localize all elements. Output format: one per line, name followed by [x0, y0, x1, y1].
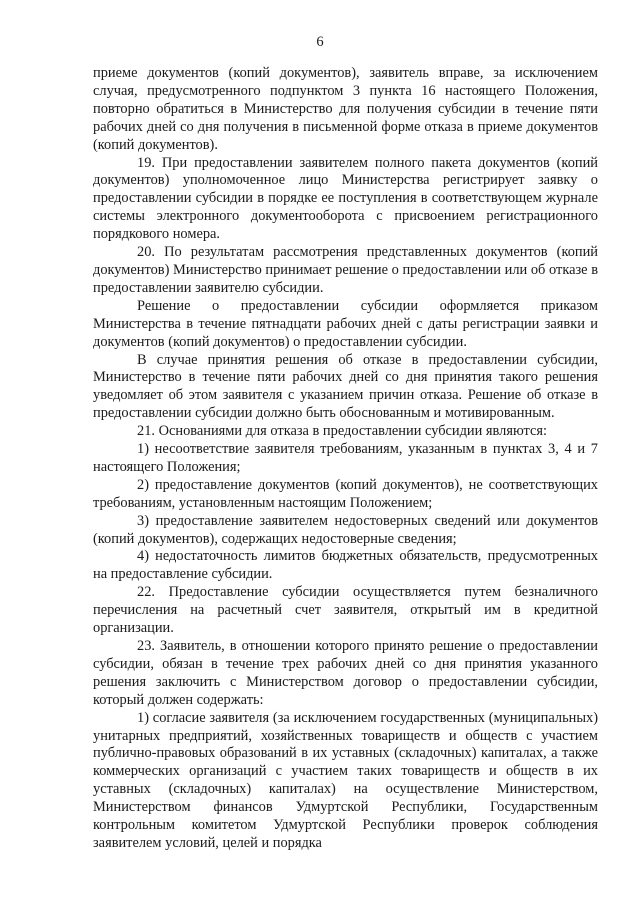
paragraph-8: 2) предоставление документов (копий документов), не соответствующих требованиям, установленным настоящим Положением;	[93, 476, 598, 511]
paragraph-12: 23. Заявитель, в отношении которого принято решение о предоставлении субсидии, обязан в течение трех рабочих дней со дня принятия указанного решения заключить с Министерством договор о предоставлении субсидии, который должен содержать:	[93, 638, 598, 708]
paragraph-7: 1) несоответствие заявителя требованиям, указанным в пунктах 3, 4 и 7 настоящего Положения;	[93, 441, 598, 475]
page-number: 6	[316, 34, 324, 50]
paragraph-3: 20. По результатам рассмотрения представленных документов (копий документов) Министерство принимает решение о предоставлении или об отказе в предоставлении заявителю субсидии.	[93, 244, 598, 296]
paragraph-11: 22. Предоставление субсидии осуществляется путем безналичного перечисления на расчетный счет заявителя, открытый им в кредитной организации.	[93, 584, 598, 637]
paragraph-9: 3) предоставление заявителем недостоверных сведений или документов (копий документов), содержащих недостоверные сведения;	[93, 512, 598, 547]
paragraph-10: 4) недостаточность лимитов бюджетных обязательств, предусмотренных на предоставление субсидии.	[93, 548, 598, 583]
paragraph-6: 21. Основаниями для отказа в предоставлении субсидии являются:	[137, 423, 547, 440]
paragraph-4: Решение о предоставлении субсидии оформляется приказом Министерства в течение пятнадцати рабочих дней с даты регистрации заявки и документов (копий документов) о предоставлении субсидии.	[93, 297, 598, 350]
document-body	[93, 65, 598, 853]
paragraph-13: 1) согласие заявителя (за исключением государственных (муниципальных) унитарных предприятий, хозяйственных товариществ и обществ с участием публично-правовых образований в их уставных (складочных) капиталах, а также коммерческих организаций с участием таких товариществ и обществ в их уставных (складочных) капиталах) на осуществление Министерством, Министерством финансов Удмуртской Республики, Государственным контрольным комитетом Удмуртской Республики проверок соблюдения заявителем условий, целей и порядка	[93, 709, 598, 851]
paragraph-5: В случае принятия решения об отказе в предоставлении субсидии, Министерство в течение пяти рабочих дней со дня принятия такого решения уведомляет об этом заявителя с указанием причин отказа. Решение об отказе в предоставлении субсидии должно быть обоснованным и мотивированным.	[93, 351, 598, 422]
paragraph-2: 19. При предоставлении заявителем полного пакета документов (копий документов) уполномоченное лицо Министерства регистрирует заявку о предоставлении субсидии в порядке ее поступления в соответствующем журнале системы электронного документооборота с присвоением регистрационного порядкового номера.	[93, 154, 598, 243]
paragraph-1: приеме документов (копий документов), заявитель вправе, за исключением случая, предусмотренного подпунктом 3 пункта 16 настоящего Положения, повторно обратиться в Министерство для получения субсидии в течение пяти рабочих дней со дня получения в письменной форме отказа в приеме документов (копий документов).	[93, 65, 598, 153]
